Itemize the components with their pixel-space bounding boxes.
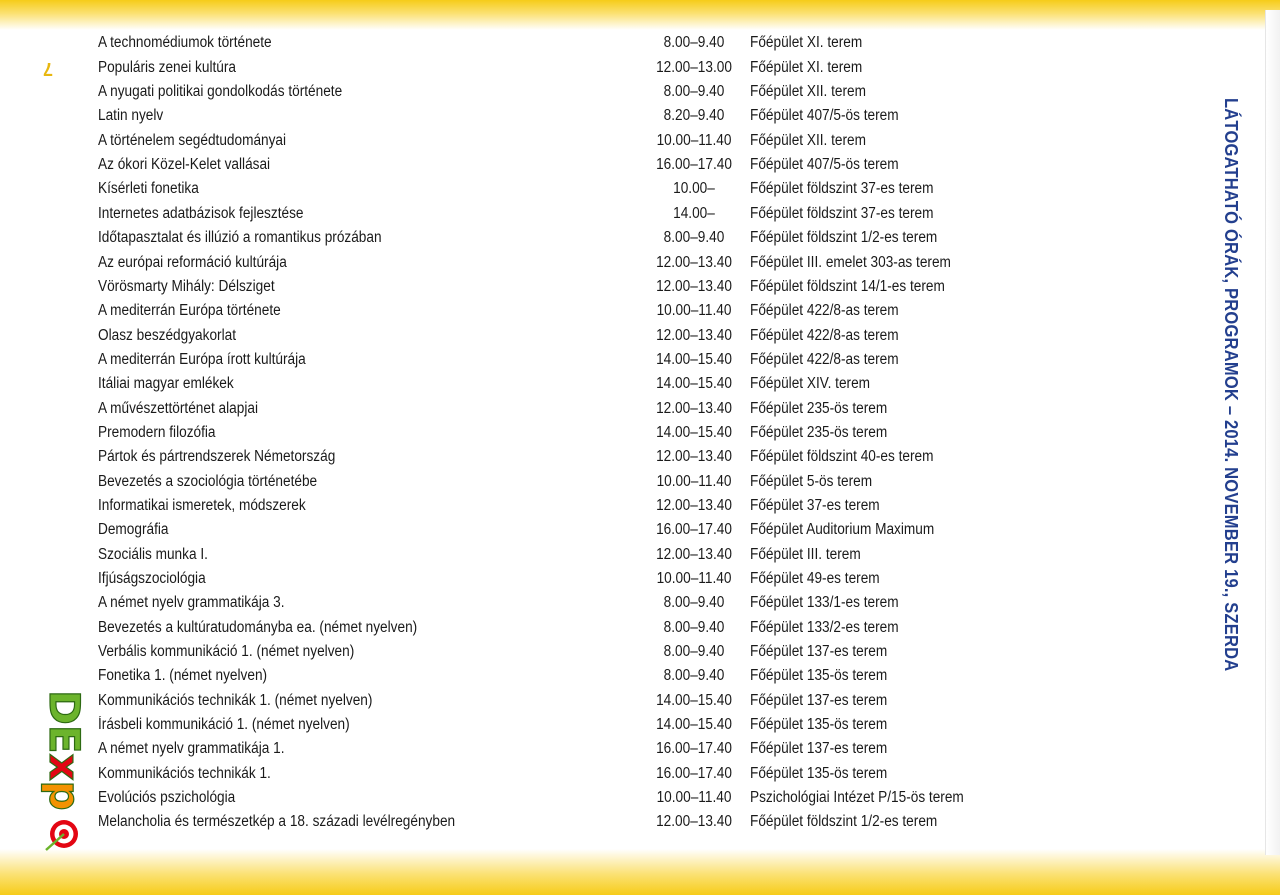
course-time: 12.00–13.00 — [656, 58, 732, 76]
dexpo-logo — [34, 684, 94, 854]
course-title: Bevezetés a kultúratudományba ea. (német nyelven) — [98, 618, 418, 636]
course-room: Főépület földszint 1/2-es terem — [750, 229, 938, 247]
course-title: A nyugati politikai gondolkodás története — [98, 83, 343, 101]
schedule-row — [98, 421, 1090, 445]
course-title: Evolúciós pszichológia — [98, 789, 236, 807]
schedule-row — [98, 347, 1090, 371]
course-time: 14.00– — [673, 204, 715, 222]
course-room: Főépület III. emelet 303-as terem — [750, 253, 951, 271]
schedule-row — [98, 299, 1090, 323]
page-number: 7 — [43, 59, 54, 79]
schedule-row — [98, 55, 1090, 79]
schedule-row — [98, 274, 1090, 298]
course-time: 12.00–13.40 — [656, 496, 732, 514]
course-title: Kísérleti fonetika — [98, 180, 199, 198]
course-title: A művészettörténet alapjai — [98, 399, 258, 417]
course-title: Az ókori Közel-Kelet vallásai — [98, 156, 271, 174]
schedule-row — [98, 737, 1090, 761]
schedule-table — [98, 31, 1090, 834]
course-title: Időtapasztalat és illúzió a romantikus prózában — [98, 229, 382, 247]
course-time: 12.00–13.40 — [656, 399, 732, 417]
logo-letter-p: p — [40, 780, 89, 811]
course-title: Informatikai ismeretek, módszerek — [98, 496, 306, 514]
course-time: 12.00–13.40 — [656, 253, 732, 271]
schedule-row — [98, 688, 1090, 712]
schedule-row — [98, 518, 1090, 542]
course-room: Főépület 422/8-as terem — [750, 350, 899, 368]
schedule-row — [98, 786, 1090, 810]
course-room: Főépület földszint 37-es terem — [750, 180, 934, 198]
course-room: Főépület 137-es terem — [750, 740, 888, 758]
schedule-row — [98, 396, 1090, 420]
course-title: Vörösmarty Mihály: Délsziget — [98, 277, 275, 295]
schedule-row — [98, 128, 1090, 152]
course-time: 12.00–13.40 — [656, 326, 732, 344]
course-time: 16.00–17.40 — [656, 521, 732, 539]
course-room: Főépület 407/5-ös terem — [750, 156, 899, 174]
logo-letter-x: x — [40, 753, 89, 781]
course-room: Főépület 235-ös terem — [750, 423, 888, 441]
course-time: 16.00–17.40 — [656, 740, 732, 758]
target-icon — [46, 820, 78, 850]
course-title: Az európai reformáció kultúrája — [98, 253, 287, 271]
course-room: Pszichológiai Intézet P/15-ös terem — [750, 789, 964, 807]
schedule-row — [98, 153, 1090, 177]
course-time: 16.00–17.40 — [656, 156, 732, 174]
course-title: A német nyelv grammatikája 1. — [98, 740, 285, 758]
schedule-row — [98, 591, 1090, 615]
course-time: 12.00–13.40 — [656, 545, 732, 563]
course-title: Internetes adatbázisok fejlesztése — [98, 204, 304, 222]
course-title: Populáris zenei kultúra — [98, 58, 236, 76]
course-room: Főépület földszint 37-es terem — [750, 204, 934, 222]
course-title: Demográfia — [98, 521, 169, 539]
course-room: Főépület 137-es terem — [750, 643, 888, 661]
course-time: 8.00–9.40 — [663, 83, 725, 101]
course-time: 8.00–9.40 — [663, 667, 725, 685]
course-title: Szociális munka I. — [98, 545, 208, 563]
schedule-row — [98, 713, 1090, 737]
schedule-row — [98, 226, 1090, 250]
course-title: Melancholia és természetkép a 18. századi levélregényben — [98, 813, 456, 831]
course-room: Főépület XI. terem — [750, 58, 863, 76]
schedule-row — [98, 250, 1090, 274]
course-title: Írásbeli kommunikáció 1. (német nyelven) — [98, 716, 350, 734]
course-time: 16.00–17.40 — [656, 764, 732, 782]
course-room: Főépület XII. terem — [750, 83, 866, 101]
course-time: 10.00–11.40 — [656, 472, 732, 490]
course-time: 10.00– — [673, 180, 715, 198]
course-title: A német nyelv grammatikája 3. — [98, 594, 285, 612]
course-room: Főépület 49-es terem — [750, 569, 880, 587]
schedule-row — [98, 372, 1090, 396]
course-title: Olasz beszédgyakorlat — [98, 326, 236, 344]
schedule-row — [98, 664, 1090, 688]
top-yellow-band — [0, 0, 1280, 30]
course-time: 8.00–9.40 — [663, 618, 725, 636]
schedule-row — [98, 640, 1090, 664]
course-room: Főépület 5-ös terem — [750, 472, 873, 490]
schedule-row — [98, 445, 1090, 469]
course-room: Főépület földszint 40-es terem — [750, 448, 934, 466]
course-room: Főépület XI. terem — [750, 34, 863, 52]
schedule-row — [98, 810, 1090, 834]
course-time: 12.00–13.40 — [656, 813, 732, 831]
course-room: Főépület 407/5-ös terem — [750, 107, 899, 125]
course-time: 8.00–9.40 — [663, 34, 725, 52]
course-time: 12.00–13.40 — [656, 277, 732, 295]
course-title: Bevezetés a szociológia történetébe — [98, 472, 318, 490]
schedule-row — [98, 104, 1090, 128]
course-time: 12.00–13.40 — [656, 448, 732, 466]
course-title: A mediterrán Európa története — [98, 302, 281, 320]
course-time: 14.00–15.40 — [656, 691, 732, 709]
schedule-row — [98, 201, 1090, 225]
course-time: 10.00–11.40 — [656, 789, 732, 807]
dexpo-logo-text — [40, 690, 89, 811]
course-time: 10.00–11.40 — [656, 131, 732, 149]
course-title: Verbális kommunikáció 1. (német nyelven) — [98, 643, 355, 661]
course-time: 14.00–15.40 — [656, 375, 732, 393]
course-room: Főépület 133/2-es terem — [750, 618, 899, 636]
schedule-row — [98, 567, 1090, 591]
course-room: Főépület 135-ös terem — [750, 667, 888, 685]
schedule-row — [98, 761, 1090, 785]
course-time: 14.00–15.40 — [656, 423, 732, 441]
course-time: 8.20–9.40 — [663, 107, 725, 125]
course-room: Főépület 135-ös terem — [750, 764, 888, 782]
course-title: Fonetika 1. (német nyelven) — [98, 667, 268, 685]
course-room: Főépület 422/8-as terem — [750, 326, 899, 344]
schedule-row — [98, 177, 1090, 201]
schedule-row — [98, 542, 1090, 566]
schedule-row — [98, 615, 1090, 639]
page-edge-strip — [1265, 10, 1280, 855]
course-title: Premodern filozófia — [98, 423, 216, 441]
course-time: 8.00–9.40 — [663, 594, 725, 612]
course-time: 14.00–15.40 — [656, 716, 732, 734]
course-time: 8.00–9.40 — [663, 643, 725, 661]
logo-letter-de: DE — [40, 690, 89, 754]
course-time: 14.00–15.40 — [656, 350, 732, 368]
schedule-row — [98, 323, 1090, 347]
course-room: Főépület Auditorium Maximum — [750, 521, 935, 539]
schedule-body — [98, 31, 1090, 834]
course-room: Főépület XII. terem — [750, 131, 866, 149]
course-room: Főépület XIV. terem — [750, 375, 871, 393]
course-room: Főépület 422/8-as terem — [750, 302, 899, 320]
schedule-row — [98, 80, 1090, 104]
course-title: Kommunikációs technikák 1. — [98, 764, 271, 782]
course-time: 8.00–9.40 — [663, 229, 725, 247]
course-time: 10.00–11.40 — [656, 569, 732, 587]
course-room: Főépület 37-es terem — [750, 496, 880, 514]
schedule-row — [98, 469, 1090, 493]
course-title: Ifjúságszociológia — [98, 569, 206, 587]
course-room: Főépület 137-es terem — [750, 691, 888, 709]
course-room: Főépület földszint 14/1-es terem — [750, 277, 945, 295]
course-title: A mediterrán Európa írott kultúrája — [98, 350, 306, 368]
course-room: Főépület 235-ös terem — [750, 399, 888, 417]
course-room: Főépület földszint 1/2-es terem — [750, 813, 938, 831]
course-title: Itáliai magyar emlékek — [98, 375, 234, 393]
course-title: Pártok és pártrendszerek Németország — [98, 448, 336, 466]
course-time: 10.00–11.40 — [656, 302, 732, 320]
course-title: Latin nyelv — [98, 107, 164, 125]
course-title: Kommunikációs technikák 1. (német nyelven) — [98, 691, 373, 709]
schedule-row — [98, 31, 1090, 55]
course-room: Főépület 133/1-es terem — [750, 594, 899, 612]
course-title: A történelem segédtudományai — [98, 131, 287, 149]
page-side-title: LÁTOGATHATÓ ÓRÁK, PROGRAMOK – 2014. NOVEMBER 19., SZERDA — [1221, 98, 1241, 672]
course-room: Főépület 135-ös terem — [750, 716, 888, 734]
course-title: A technomédiumok története — [98, 34, 272, 52]
schedule-row — [98, 494, 1090, 518]
course-room: Főépület III. terem — [750, 545, 861, 563]
bottom-yellow-band — [0, 849, 1280, 895]
